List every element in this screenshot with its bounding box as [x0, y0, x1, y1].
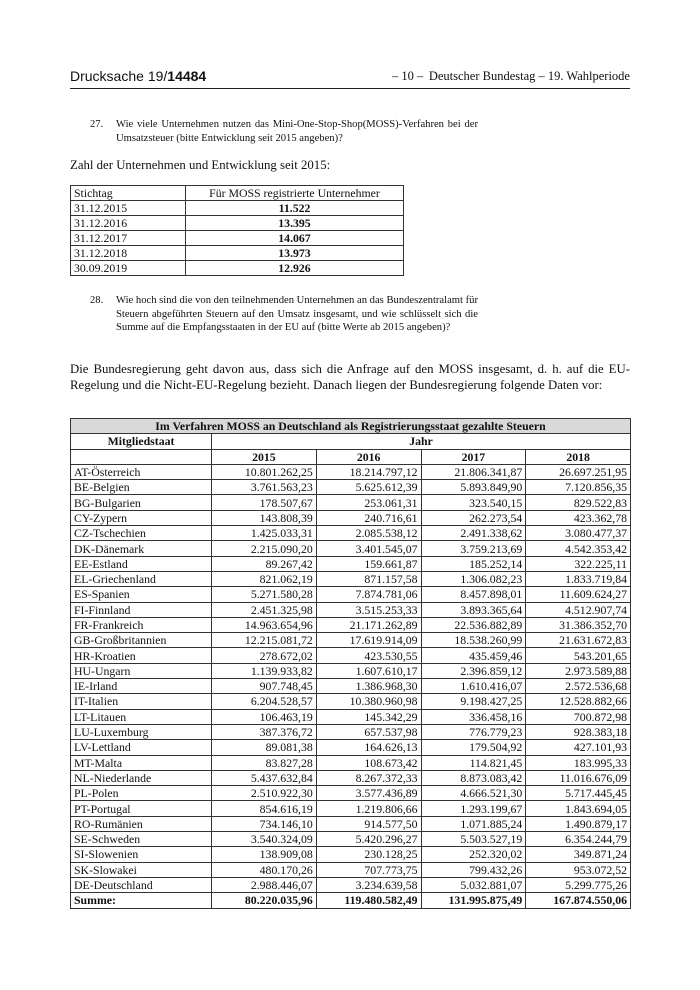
state-cell: RO-Rumänien	[71, 816, 212, 831]
value-2018-cell: 829.522,83	[526, 495, 631, 510]
value-2015-cell: 178.507,67	[212, 495, 317, 510]
col-header-2017: 2017	[421, 449, 526, 464]
state-cell: NL-Niederlande	[71, 770, 212, 785]
value-2016-cell: 3.234.639,58	[316, 877, 421, 892]
value-2015-cell: 5.271.580,28	[212, 587, 317, 602]
value-2015-cell: 278.672,02	[212, 648, 317, 663]
value-2015-cell: 83.827,28	[212, 755, 317, 770]
value-2016-cell: 240.716,61	[316, 510, 421, 525]
count-cell: 13.395	[186, 216, 404, 231]
state-cell: ES-Spanien	[71, 587, 212, 602]
value-2015-cell: 907.748,45	[212, 679, 317, 694]
state-cell: BG-Bulgarien	[71, 495, 212, 510]
state-cell: EE-Estland	[71, 556, 212, 571]
value-2017-cell: 179.504,92	[421, 740, 526, 755]
value-2018-cell: 953.072,52	[526, 862, 631, 877]
value-2018-cell: 5.717.445,45	[526, 786, 631, 801]
value-2017-cell: 1.610.416,07	[421, 679, 526, 694]
value-2015-cell: 143.808,39	[212, 510, 317, 525]
count-cell: 13.973	[186, 246, 404, 261]
state-cell: EL-Griechenland	[71, 571, 212, 586]
value-2017-cell: 435.459,46	[421, 648, 526, 663]
table-row	[71, 495, 631, 510]
value-2015-cell: 5.437.632,84	[212, 770, 317, 785]
value-2016-cell: 1.386.968,30	[316, 679, 421, 694]
value-2016-cell: 21.171.262,89	[316, 617, 421, 632]
state-cell: LV-Lettland	[71, 740, 212, 755]
state-cell: MT-Malta	[71, 755, 212, 770]
table-row	[71, 816, 631, 831]
count-cell: 11.522	[186, 201, 404, 216]
sum-2018-cell: 167.874.550,06	[526, 893, 631, 908]
value-2017-cell: 1.293.199,67	[421, 801, 526, 816]
value-2016-cell: 707.773,75	[316, 862, 421, 877]
doc-number-bold: 14484	[167, 68, 207, 84]
date-cell: 31.12.2016	[71, 216, 186, 231]
value-2016-cell: 5.625.612,39	[316, 480, 421, 495]
table-row	[71, 510, 631, 525]
value-2017-cell: 1.071.885,24	[421, 816, 526, 831]
value-2016-cell: 10.380.960,98	[316, 694, 421, 709]
count-cell: 12.926	[186, 261, 404, 276]
table-row	[71, 526, 631, 541]
state-cell: GB-Großbritannien	[71, 633, 212, 648]
value-2015-cell: 12.215.081,72	[212, 633, 317, 648]
col-header-2016: 2016	[316, 449, 421, 464]
value-2015-cell: 2.988.446,07	[212, 877, 317, 892]
value-2017-cell: 18.538.260,99	[421, 633, 526, 648]
date-cell: 31.12.2015	[71, 201, 186, 216]
value-2017-cell: 5.893.849,90	[421, 480, 526, 495]
value-2015-cell: 14.963.654,96	[212, 617, 317, 632]
value-2018-cell: 700.872,98	[526, 709, 631, 724]
sum-2017-cell: 131.995.875,49	[421, 893, 526, 908]
value-2015-cell: 89.267,42	[212, 556, 317, 571]
table-row	[71, 648, 631, 663]
value-2017-cell: 9.198.427,25	[421, 694, 526, 709]
value-2018-cell: 5.299.775,26	[526, 877, 631, 892]
question-27-number: 27.	[90, 119, 104, 130]
value-2017-cell: 3.893.365,64	[421, 602, 526, 617]
value-2018-cell: 3.080.477,37	[526, 526, 631, 541]
value-2017-cell: 21.806.341,87	[421, 464, 526, 479]
table-row	[71, 571, 631, 586]
table-row	[71, 877, 631, 892]
parliament-label: Deutscher Bundestag – 19. Wahlperiode	[428, 69, 630, 83]
table-row	[71, 770, 631, 785]
value-2018-cell: 1.833.719,84	[526, 571, 631, 586]
value-2016-cell: 1.607.610,17	[316, 663, 421, 678]
state-cell: SK-Slowakei	[71, 862, 212, 877]
state-cell: IE-Irland	[71, 679, 212, 694]
table-year-header-row	[71, 449, 631, 464]
table-row	[71, 709, 631, 724]
state-cell: BE-Belgien	[71, 480, 212, 495]
col-header-state: Mitgliedstaat	[71, 434, 212, 449]
state-cell: LT-Litauen	[71, 709, 212, 724]
value-2017-cell: 8.873.083,42	[421, 770, 526, 785]
value-2016-cell: 3.577.436,89	[316, 786, 421, 801]
table-row	[71, 786, 631, 801]
table-row	[71, 261, 404, 276]
value-2016-cell: 2.085.538,12	[316, 526, 421, 541]
value-2018-cell: 322.225,11	[526, 556, 631, 571]
value-2018-cell: 423.362,78	[526, 510, 631, 525]
state-cell: DK-Dänemark	[71, 541, 212, 556]
date-cell: 31.12.2018	[71, 246, 186, 261]
question-28-text: Wie hoch sind die von den teilnehmenden Unternehmen an das Bundeszentralamt für Steuern abgeführten Steuern auf den Umsatz insgesamt, und wie schlüsselt sich die Summe auf die Empfangsstaaten in der EU auf (bitte Werte ab 2015 angeben)?	[116, 295, 478, 334]
value-2016-cell: 914.577,50	[316, 816, 421, 831]
sum-2016-cell: 119.480.582,49	[316, 893, 421, 908]
table-row	[71, 847, 631, 862]
value-2016-cell: 7.874.781,06	[316, 587, 421, 602]
value-2018-cell: 2.973.589,88	[526, 663, 631, 678]
value-2015-cell: 2.510.922,30	[212, 786, 317, 801]
value-2018-cell: 21.631.672,83	[526, 633, 631, 648]
value-2015-cell: 6.204.528,57	[212, 694, 317, 709]
value-2018-cell: 349.871,24	[526, 847, 631, 862]
value-2015-cell: 1.425.033,31	[212, 526, 317, 541]
count-cell: 14.067	[186, 231, 404, 246]
value-2015-cell: 387.376,72	[212, 724, 317, 739]
state-cell: HU-Ungarn	[71, 663, 212, 678]
state-cell: HR-Kroatien	[71, 648, 212, 663]
value-2016-cell: 8.267.372,33	[316, 770, 421, 785]
value-2018-cell: 1.490.879,17	[526, 816, 631, 831]
value-2017-cell: 262.273,54	[421, 510, 526, 525]
value-2016-cell: 657.537,98	[316, 724, 421, 739]
table-row	[71, 556, 631, 571]
value-2018-cell: 26.697.251,95	[526, 464, 631, 479]
value-2018-cell: 4.542.353,42	[526, 541, 631, 556]
moss-taxes-table	[70, 418, 631, 909]
value-2017-cell: 3.759.213,69	[421, 541, 526, 556]
state-cell: SE-Schweden	[71, 832, 212, 847]
state-cell: LU-Luxemburg	[71, 724, 212, 739]
value-2016-cell: 3.401.545,07	[316, 541, 421, 556]
col-header-date: Stichtag	[71, 186, 186, 201]
value-2016-cell: 18.214.797,12	[316, 464, 421, 479]
state-cell: SI-Slowenien	[71, 847, 212, 862]
table-title-row	[71, 419, 631, 434]
value-2015-cell: 854.616,19	[212, 801, 317, 816]
table-row	[71, 740, 631, 755]
value-2016-cell: 1.219.806,66	[316, 801, 421, 816]
table-row	[71, 602, 631, 617]
value-2016-cell: 108.673,42	[316, 755, 421, 770]
state-cell: FR-Frankreich	[71, 617, 212, 632]
col-header-count: Für MOSS registrierte Unternehmer	[186, 186, 404, 201]
state-cell: CZ-Tschechien	[71, 526, 212, 541]
value-2015-cell: 89.081,38	[212, 740, 317, 755]
value-2016-cell: 3.515.253,33	[316, 602, 421, 617]
table-row	[71, 679, 631, 694]
value-2018-cell: 31.386.352,70	[526, 617, 631, 632]
value-2017-cell: 8.457.898,01	[421, 587, 526, 602]
value-2015-cell: 821.062,19	[212, 571, 317, 586]
value-2016-cell: 164.626,13	[316, 740, 421, 755]
table-group-header-row	[71, 434, 631, 449]
value-2018-cell: 7.120.856,35	[526, 480, 631, 495]
doc-label: Drucksache	[70, 68, 144, 84]
value-2017-cell: 799.432,26	[421, 862, 526, 877]
value-2017-cell: 5.032.881,07	[421, 877, 526, 892]
moss-registrations-table	[70, 185, 404, 276]
header-rule	[70, 88, 630, 89]
sum-label: Summe:	[71, 893, 212, 908]
value-2017-cell: 323.540,15	[421, 495, 526, 510]
value-2016-cell: 423.530,55	[316, 648, 421, 663]
col-header-year: Jahr	[212, 434, 631, 449]
value-2017-cell: 1.306.082,23	[421, 571, 526, 586]
value-2018-cell: 4.512.907,74	[526, 602, 631, 617]
value-2016-cell: 230.128,25	[316, 847, 421, 862]
table-row	[71, 480, 631, 495]
value-2016-cell: 253.061,31	[316, 495, 421, 510]
table-row	[71, 663, 631, 678]
question-28-number: 28.	[90, 295, 104, 306]
table-row	[71, 801, 631, 816]
sum-row	[71, 893, 631, 908]
question-27-text: Wie viele Unternehmen nutzen das Mini-One-Stop-Shop(MOSS)-Verfahren bei der Umsatzsteuer (bitte Entwicklung seit 2015 angeben)?	[116, 119, 478, 144]
table-title: Im Verfahren MOSS an Deutschland als Registrierungsstaat gezahlte Steuern	[71, 419, 631, 434]
page-number: – 10 –	[392, 69, 424, 83]
date-cell: 30.09.2019	[71, 261, 186, 276]
value-2018-cell: 183.995,33	[526, 755, 631, 770]
state-cell: PT-Portugal	[71, 801, 212, 816]
value-2017-cell: 185.252,14	[421, 556, 526, 571]
table-row	[71, 464, 631, 479]
table-row	[71, 755, 631, 770]
value-2015-cell: 10.801.262,25	[212, 464, 317, 479]
value-2015-cell: 734.146,10	[212, 816, 317, 831]
table-row	[71, 862, 631, 877]
state-cell: IT-Italien	[71, 694, 212, 709]
value-2016-cell: 159.661,87	[316, 556, 421, 571]
value-2016-cell: 17.619.914,09	[316, 633, 421, 648]
table-row	[71, 201, 404, 216]
value-2018-cell: 11.016.676,09	[526, 770, 631, 785]
value-2018-cell: 543.201,65	[526, 648, 631, 663]
question-27	[90, 118, 478, 145]
table-row	[71, 617, 631, 632]
value-2017-cell: 114.821,45	[421, 755, 526, 770]
question-28	[90, 294, 478, 335]
document-number	[70, 68, 206, 84]
value-2018-cell: 928.383,18	[526, 724, 631, 739]
table-row	[71, 633, 631, 648]
date-cell: 31.12.2017	[71, 231, 186, 246]
value-2015-cell: 106.463,19	[212, 709, 317, 724]
table-header-row	[71, 186, 404, 201]
value-2017-cell: 252.320,02	[421, 847, 526, 862]
table-row	[71, 724, 631, 739]
table-row	[71, 694, 631, 709]
value-2017-cell: 4.666.521,30	[421, 786, 526, 801]
state-cell: DE-Deutschland	[71, 877, 212, 892]
doc-number-plain: 19/	[147, 68, 168, 84]
value-2015-cell: 2.215.090,20	[212, 541, 317, 556]
page-header	[70, 68, 630, 86]
value-2015-cell: 480.170,26	[212, 862, 317, 877]
table-row	[71, 246, 404, 261]
value-2018-cell: 427.101,93	[526, 740, 631, 755]
value-2015-cell: 3.761.563,23	[212, 480, 317, 495]
state-cell: CY-Zypern	[71, 510, 212, 525]
value-2018-cell: 2.572.536,68	[526, 679, 631, 694]
value-2016-cell: 145.342,29	[316, 709, 421, 724]
col-header-2018: 2018	[526, 449, 631, 464]
value-2017-cell: 2.396.859,12	[421, 663, 526, 678]
table-row	[71, 587, 631, 602]
value-2018-cell: 12.528.882,66	[526, 694, 631, 709]
answer-28-intro: Die Bundesregierung geht davon aus, dass sich die Anfrage auf den MOSS insgesamt, d. h. auf die EU-Regelung und die Nicht-EU-Regelung bezieht. Danach liegen der Bundesregierung folgende Daten vor:	[70, 362, 630, 392]
value-2018-cell: 1.843.694,05	[526, 801, 631, 816]
value-2017-cell: 5.503.527,19	[421, 832, 526, 847]
col-header-blank	[71, 449, 212, 464]
state-cell: FI-Finnland	[71, 602, 212, 617]
sum-2015-cell: 80.220.035,96	[212, 893, 317, 908]
value-2018-cell: 6.354.244,79	[526, 832, 631, 847]
col-header-2015: 2015	[212, 449, 317, 464]
table-row	[71, 541, 631, 556]
answer-27-intro: Zahl der Unternehmen und Entwicklung seit 2015:	[70, 158, 331, 172]
value-2017-cell: 776.779,23	[421, 724, 526, 739]
state-cell: PL-Polen	[71, 786, 212, 801]
value-2016-cell: 871.157,58	[316, 571, 421, 586]
value-2017-cell: 2.491.338,62	[421, 526, 526, 541]
value-2018-cell: 11.609.624,27	[526, 587, 631, 602]
value-2015-cell: 138.909,08	[212, 847, 317, 862]
table-row	[71, 231, 404, 246]
value-2017-cell: 22.536.882,89	[421, 617, 526, 632]
value-2015-cell: 2.451.325,98	[212, 602, 317, 617]
value-2015-cell: 1.139.933,82	[212, 663, 317, 678]
table-row	[71, 216, 404, 231]
table-row	[71, 832, 631, 847]
value-2017-cell: 336.458,16	[421, 709, 526, 724]
value-2016-cell: 5.420.296,27	[316, 832, 421, 847]
value-2015-cell: 3.540.324,09	[212, 832, 317, 847]
state-cell: AT-Österreich	[71, 464, 212, 479]
